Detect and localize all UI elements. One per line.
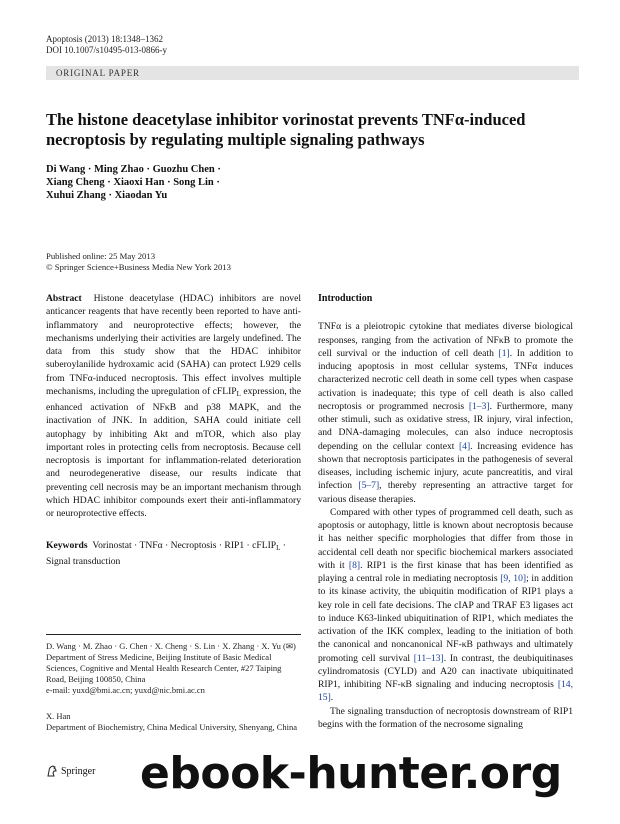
affiliation-dept: Department of Stress Medicine, Beijing Institute of Basic Medical Sciences, Cognitive and Mental Health Research Center, #27 Taiping Road, Beijing 100850, China [46, 652, 282, 684]
abstract-text: expression, the enhanced activation of NFκB and p38 MAPK, and the inactivation of JNK. In addition, SAHA could initiate cell autophagy by inhibiting Akt and mTOR, which also play important roles in protecting cells from necroptosis. Because cell necroptosis is important for inflammation-related deterioration and neurodegenerative disease, our results indicate that preventing cell necrosis may be an important mechanism through which HDAC inhibitor compounds exert their anti-inflammatory or neuroprotective effects. [46, 385, 301, 519]
copyright: © Springer Science+Business Media New York 2013 [46, 262, 231, 272]
text: , thereby representing an attractive target for various disease therapies. [318, 480, 573, 505]
author-line: Xiang Cheng · Xiaoxi Han · Song Lin · [46, 177, 220, 188]
introduction [318, 292, 573, 731]
author-line: Xuhui Zhang · Xiaodan Yu [46, 190, 168, 201]
publication-info [46, 251, 231, 273]
watermark: ebook-hunter.org [140, 748, 562, 799]
text: . RIP1 is the first kinase that has been identified as playing a central role in mediating necroptosis [318, 559, 573, 584]
doi[interactable]: DOI 10.1007/s10495-013-0866-y [46, 45, 167, 55]
publisher-name: Springer [61, 765, 96, 777]
paper-title: The histone deacetylase inhibitor vorinostat prevents TNFα-induced necroptosis by regulating multiple signaling pathways [46, 110, 526, 149]
text: . [330, 692, 334, 704]
text: TNFα is a pleiotropic cytokine that mediates diverse biological responses, ranging from the activation of NFκB to promote the cell survival or the induction of cell death [318, 321, 573, 359]
citation-link[interactable]: [14, 15] [318, 679, 573, 704]
section-band [46, 66, 579, 80]
affiliation-name: X. Han [46, 711, 71, 721]
keywords-text: · Signal transduction [46, 540, 286, 568]
keywords-label: Keywords [46, 540, 88, 551]
paragraph: The signaling transduction of necroptosis downstream of RIP1 begins with the formation of the necrosome signaling [318, 705, 573, 730]
section-heading: Introduction [318, 293, 373, 304]
author-list [46, 163, 221, 202]
affiliation-dept: Department of Biochemistry, China Medical University, Shenyang, China [46, 722, 298, 732]
text: . Furthermore, many other stimuli, such as oxidative stress, IR injury, viral infection, and DNA-damaging molecules, can also induce necroptosis depending on the cellular context [318, 400, 573, 452]
text: . In addition to inducing apoptosis in most cellular systems, TNFα induces characterized necrotic cell death in some cell types when caspase activation is inadequate; this type of cell death is also called necroptosis or programmed necrosis [318, 347, 573, 412]
citation-link[interactable]: [1] [498, 347, 510, 359]
paragraph [318, 320, 573, 506]
text: Compared with other types of programmed cell death, such as apoptosis or autophagy, little is known about necroptosis because it has neither specific morphologies that differ from those in accidental cell death nor specific biochemical markers associated with it [318, 506, 573, 571]
citation-link[interactable]: [9, 10] [500, 573, 527, 584]
affiliation-email[interactable]: e-mail: yuxd@bmi.ac.cn; yuxd@nic.bmi.ac.cn [46, 685, 205, 695]
citation-link[interactable]: [4] [458, 440, 471, 452]
paragraph [318, 506, 573, 705]
citation-link[interactable]: [1–3] [468, 400, 490, 412]
journal-citation: Apoptosis (2013) 18:1348–1362 [46, 34, 163, 44]
publisher-logo [46, 765, 95, 777]
abstract-text: Histone deacetylase (HDAC) inhibitors are novel anticancer reagents that have recently been reported to have anti-inflammatory and neuroprotective effects; however, the mechanisms underlying their activities are largely undefined. The data from this study show that the HDAC inhibitor suberoylanilide hydroxamic acid (SAHA) can protect L929 cells from TNFα-induced necroptosis. This effect involves multiple mechanisms, including the upregulation of cFLIP [46, 293, 302, 397]
text: ; in addition to its kinase activity, the ubiquitin modification of RIP1 plays a key role in cell fate decisions. The cIAP and TRAF E3 ligases act to induce K63-linked ubiquitination of RIP1, which mediates the activation of the IKK complex, leading to the initiation of both the canonical and noncanonical NF-κB pathways and ultimately promoting cell survival [318, 573, 573, 664]
text: . In contrast, the deubiquitinases cylindromatosis (CYLD) and A20 can inactivate ubiquitinated RIP1, inhibiting NF-κB signaling and inducing necroptosis [318, 652, 573, 690]
keywords-text: Vorinostat · TNFα · Necroptosis · RIP1 · cFLIP [92, 540, 277, 551]
affiliation-names: D. Wang · M. Zhao · G. Chen · X. Cheng · S. Lin · X. Zhang · X. Yu (✉) [46, 641, 296, 651]
citation-link[interactable]: [5–7] [358, 480, 380, 492]
citation-link[interactable]: [11–13] [413, 652, 444, 664]
affiliation-block-2 [46, 711, 301, 733]
abstract [46, 292, 301, 520]
footnote-divider [46, 634, 301, 635]
affiliation-block-1 [46, 641, 301, 696]
published-date: Published online: 25 May 2013 [46, 251, 156, 261]
springer-horse-icon [46, 765, 58, 777]
keywords [46, 539, 301, 569]
section-label: ORIGINAL PAPER [56, 68, 140, 78]
abstract-label: Abstract [46, 293, 82, 304]
author-line: Di Wang · Ming Zhao · Guozhu Chen · [46, 164, 221, 175]
text: . Increasing evidence has shown that necroptosis participates in the pathogenesis of several diseases, including ischemic injury, acute pancreatitis, and viral infection [318, 440, 573, 492]
subscript: L [276, 544, 281, 552]
citation-link[interactable]: [8] [348, 559, 361, 571]
subscript: L [236, 389, 241, 398]
